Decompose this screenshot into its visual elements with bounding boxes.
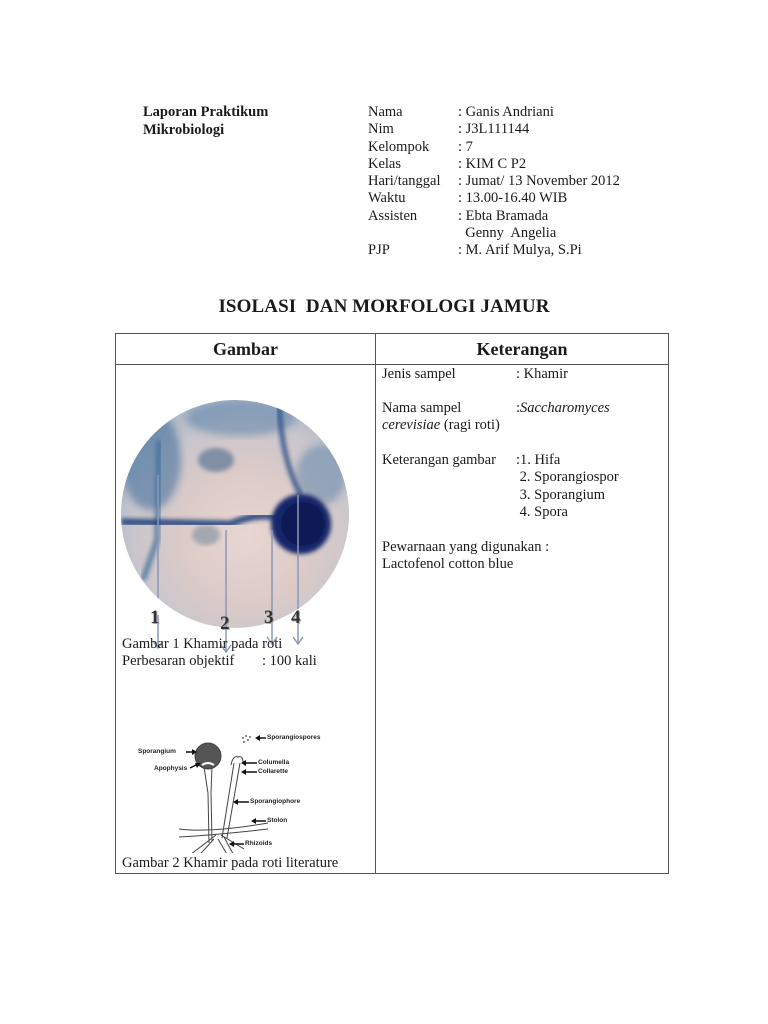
- info-value: : J3L111144: [458, 121, 530, 138]
- ket-item-1: :1. Hifa: [516, 452, 561, 468]
- label-apophysis: Apophysis: [154, 765, 188, 772]
- magnification-value: : 100 kali: [262, 653, 317, 670]
- micrograph-svg: [121, 400, 349, 628]
- info-key: Kelas: [368, 155, 402, 172]
- info-key: Waktu: [368, 190, 406, 207]
- info-key: Nim: [368, 121, 394, 138]
- info-row-kelas: [368, 156, 620, 173]
- info-key: Nama: [368, 104, 403, 120]
- pewarnaan-row: [382, 539, 549, 574]
- nama-sampel-suffix: (ragi roti): [440, 417, 500, 434]
- info-value: : KIM C P2: [458, 155, 527, 172]
- figure1-caption: [122, 636, 317, 671]
- info-value: : Ganis Andriani: [458, 104, 554, 120]
- ket-item-2: 2. Sporangiospor: [516, 469, 619, 486]
- results-table: [115, 333, 669, 874]
- figure1-caption-line2: [122, 653, 317, 670]
- student-info: [368, 104, 620, 260]
- report-title-line2: Mikrobiologi: [143, 121, 225, 138]
- info-row-assisten: [368, 208, 620, 225]
- pewarnaan-value: Lactofenol cotton blue: [382, 556, 514, 573]
- info-row-kelompok: [368, 139, 620, 156]
- document-title-text: ISOLASI DAN MORFOLOGI JAMUR: [218, 296, 550, 317]
- header-keterangan: Keterangan: [376, 334, 669, 365]
- label-rhizoids: Rhizoids: [245, 840, 273, 847]
- species-epithet: cerevisiae: [382, 417, 441, 434]
- info-key: Kelompok: [368, 138, 430, 155]
- species-genus: Saccharomyces: [520, 400, 610, 416]
- document-title: [0, 296, 768, 318]
- info-key: [368, 225, 458, 242]
- figure-label-1: 1: [150, 607, 160, 628]
- info-row-waktu: [368, 190, 620, 207]
- keterangan-gambar-row: [382, 452, 619, 521]
- report-title: [143, 104, 268, 139]
- description-cell: [376, 365, 669, 874]
- nama-sampel-colon: :: [516, 400, 521, 416]
- info-row-nim: [368, 121, 620, 138]
- table-row: [116, 365, 669, 874]
- jenis-sampel-value: : Khamir: [516, 366, 568, 382]
- rhizopus-diagram-svg: [116, 723, 375, 853]
- micrograph-image: [121, 400, 349, 628]
- info-value: : 7: [458, 138, 473, 155]
- label-columella: Columella: [258, 759, 290, 766]
- info-value: : M. Arif Mulya, S.Pi: [458, 242, 582, 259]
- info-row-pjp: [368, 242, 620, 259]
- nama-sampel-row: [382, 400, 610, 435]
- label-collarette: Collarette: [258, 768, 288, 775]
- info-value: : 13.00-16.40 WIB: [458, 190, 568, 207]
- info-key: PJP: [368, 242, 390, 259]
- info-row-assisten-2: [368, 225, 620, 242]
- magnification-label: Perbesaran objektif: [122, 653, 235, 670]
- figure-label-4: 4: [291, 607, 301, 628]
- label-sporangiophore: Sporangiophore: [250, 798, 301, 805]
- figure-label-2: 2: [220, 613, 230, 634]
- ket-item-4: 4. Spora: [516, 503, 568, 520]
- jenis-sampel-row: [382, 366, 568, 383]
- label-sporangiospores: Sporangiospores: [267, 734, 321, 741]
- pewarnaan-label: Pewarnaan yang digunakan :: [382, 539, 550, 555]
- info-value: : Jumat/ 13 November 2012: [458, 173, 620, 190]
- label-sporangium: Sporangium: [138, 748, 176, 755]
- label-stolon: Stolon: [267, 817, 288, 824]
- figure2-caption: Gambar 2 Khamir pada roti literature: [122, 855, 339, 871]
- info-row-nama: [368, 104, 620, 121]
- header-gambar: Gambar: [116, 334, 376, 365]
- info-key: Hari/tanggal: [368, 173, 441, 190]
- figure1-caption-line1: Gambar 1 Khamir pada roti: [122, 636, 283, 652]
- jenis-sampel-label: Jenis sampel: [382, 366, 456, 382]
- figure-label-3: 3: [264, 607, 274, 628]
- report-title-line1: Laporan Praktikum: [143, 104, 269, 120]
- keterangan-gambar-label: Keterangan gambar: [382, 452, 496, 468]
- info-row-hari-tanggal: [368, 173, 620, 190]
- ket-item-3: 3. Sporangium: [516, 486, 606, 503]
- rhizopus-diagram: [116, 723, 375, 853]
- info-value: Genny Angelia: [458, 225, 557, 242]
- table-header-row: [116, 334, 669, 365]
- info-key: Assisten: [368, 207, 418, 224]
- figures-cell: [116, 365, 376, 874]
- info-value: : Ebta Bramada: [458, 207, 549, 224]
- nama-sampel-label: Nama sampel: [382, 400, 462, 416]
